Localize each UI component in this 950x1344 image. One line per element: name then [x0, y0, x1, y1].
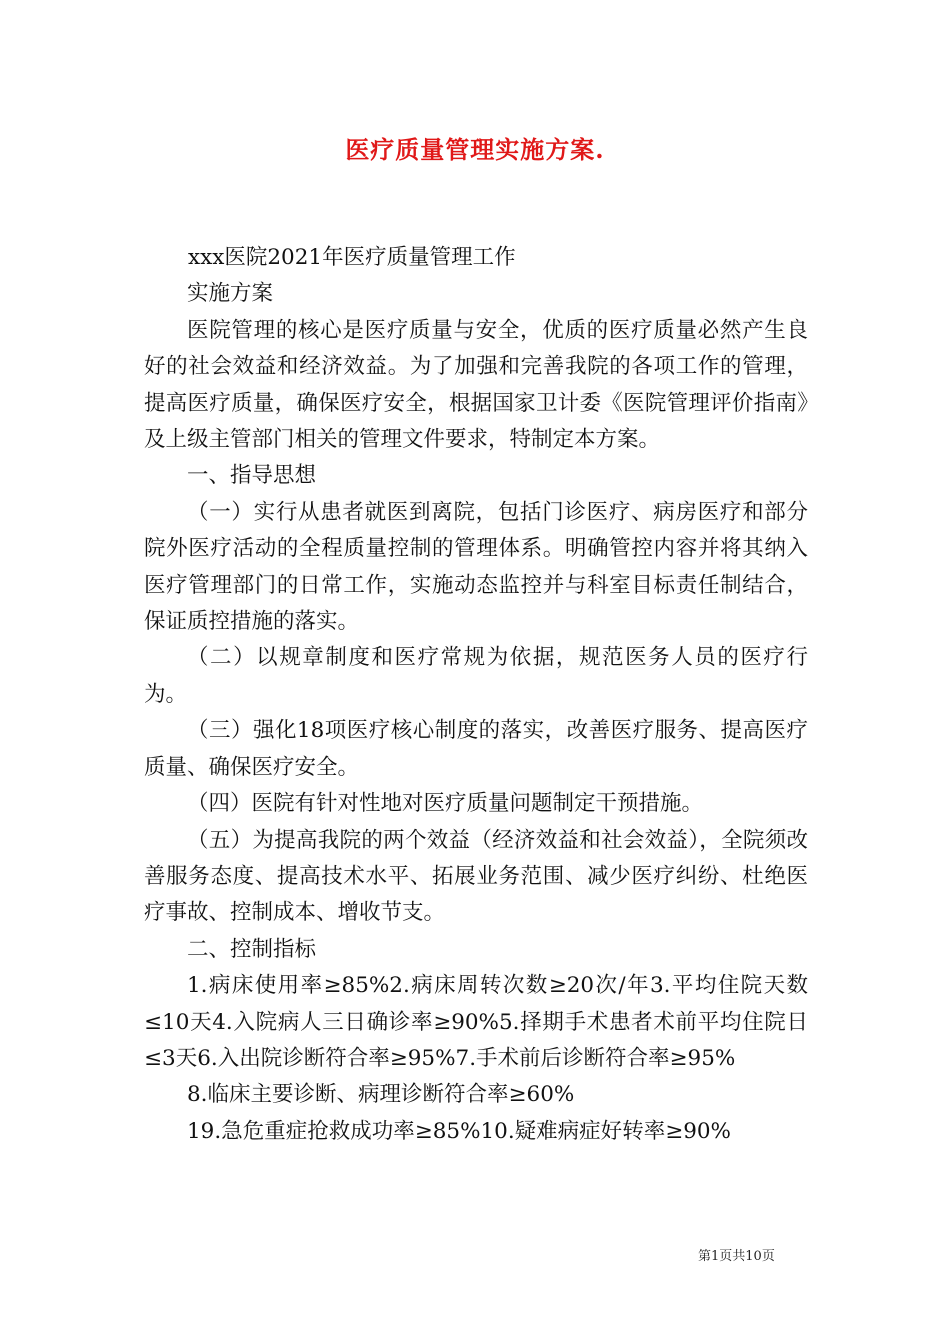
section-heading-guiding-thought: 一、指导思想 [187, 463, 317, 489]
paragraph-indicators-2: 8.临床主要诊断、病理诊断符合率≥60% [187, 1082, 575, 1108]
document-title: 医疗质量管理实施方案. [345, 135, 605, 164]
paragraph-item-5: （五）为提高我院的两个效益（经济效益和社会效益），全院须改善服务态度、提高技术水平、拓展业务范围、减少医疗纠纷、杜绝医疗事故、控制成本、增收节支。 [144, 827, 808, 926]
paragraph-indicators-3: 19.急危重症抢救成功率≥85%10.疑难病症好转率≥90% [187, 1118, 731, 1144]
paragraph-item-3: （三）强化18项医疗核心制度的落实，改善医疗服务、提高医疗质量、确保医疗安全。 [144, 718, 808, 780]
page-number-footer: 第1页共10页 [698, 1249, 775, 1264]
paragraph-item-4: （四）医院有针对性地对医疗质量问题制定干预措施。 [187, 791, 704, 817]
paragraph-item-1: （一）实行从患者就医到离院，包括门诊医疗、病房医疗和部分院外医疗活动的全程质量控制的管理体系。明确管控内容并将其纳入医疗管理部门的日常工作，实施动态监控并与科室目标责任制结合，保证质控措施的落实。 [144, 499, 808, 635]
paragraph-indicators-1: 1.病床使用率≥85%2.病床周转次数≥20次/年3.平均住院天数≤10天4.入院病人三日确诊率≥90%5.择期手术患者术前平均住院日≤3天6.入出院诊断符合率≥95%7.手术前后诊断符合率≥95% [144, 973, 808, 1071]
paragraph-intro: 医院管理的核心是医疗质量与安全，优质的医疗质量必然产生良好的社会效益和经济效益。为了加强和完善我院的各项工作的管理，提高医疗质量，确保医疗安全，根据国家卫计委《医院管理评价指南》及上级主管部门相关的管理文件要求，特制定本方案。 [144, 317, 808, 453]
paragraph-hospital-plan-heading: xxx医院2021年医疗质量管理工作 [188, 245, 516, 270]
section-heading-control-indicators: 二、控制指标 [187, 936, 317, 962]
paragraph-plan-subtitle: 实施方案 [187, 281, 274, 307]
document-body [144, 240, 808, 1150]
paragraph-item-2: （二）以规章制度和医疗常规为依据，规范医务人员的医疗行为。 [144, 645, 808, 707]
